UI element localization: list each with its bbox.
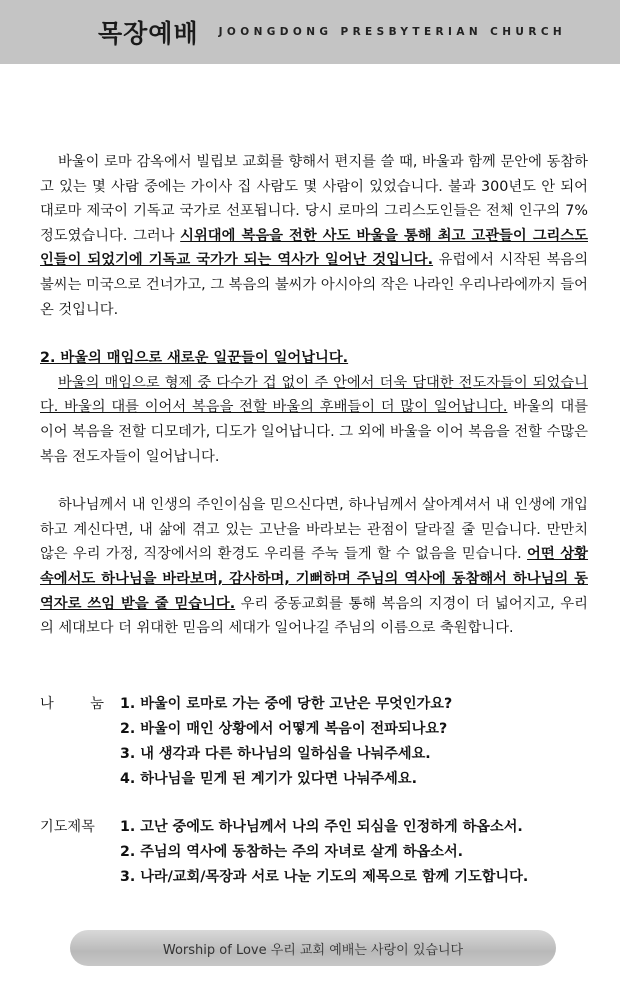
paragraph-3: [40, 493, 588, 641]
paragraph-3-text-a: 하나님께서 내 인생의 주인이심을 믿으신다면, 하나님께서 살아계셔서 내 인생에 개입하고 계신다면, 내 삶에 겪고 있는 고난을 바라보는 관점이 달라질 줄 믿습니다. 만만치 않은 우리 가정, 직장에서의 환경도 우리를 주눅 들게 할 수 없음을 믿습니다.: [40, 497, 588, 563]
footer-banner: [70, 930, 556, 966]
prayer-item-2: 2. 주님의 역사에 동참하는 주의 자녀로 살게 하옵소서.: [120, 844, 464, 860]
sharing-question-2: 2. 바울이 매인 상황에서 어떻게 복음이 전파되나요?: [120, 721, 448, 737]
paragraph-3-text-c: 우리 중동교회를 통해 복음의 지경이 더 넓어지고, 우리의 세대보다 더 위대한 믿음의 세대가 일어나길 주님의 이름으로 축원합니다.: [40, 595, 588, 637]
paragraph-1-text-c: 유럽에서 시작된 복음의 불씨는 미국으로 건너가고, 그 복음의 불씨가 아시아의 작은 나라인 우리나라에까지 들어온 것입니다.: [40, 252, 588, 318]
prayer-label: 기도제목: [40, 819, 95, 835]
paragraph-3-emphasis: 어떤 상황 속에서도 하나님을 바라보며, 감사하며, 기뻐하며 주님의 역사에 동참해서 하나님의 동역자로 쓰임 받을 줄 믿습니다.: [40, 546, 588, 612]
prayer-item-1: 1. 고난 중에도 하나님께서 나의 주인 되심을 인정하게 하옵소서.: [120, 819, 523, 835]
paragraph-2: [40, 371, 588, 469]
sharing-section: [40, 692, 452, 792]
paragraph-2-text-b: 바울의 대를 이어 복음을 전할 디모데가, 디도가 일어납니다. 그 외에 바울을 이어 복음을 전할 수많은 복음 전도자들이 일어납니다.: [40, 399, 588, 465]
paragraph-1-emphasis: 시위대에 복음을 전한 사도 바울을 통해 최고 고관들이 그리스도인들이 되었기에 기독교 국가가 되는 역사가 일어난 것입니다.: [40, 227, 588, 269]
page-header: [0, 0, 620, 64]
header-title: 목장예배: [98, 19, 199, 48]
sharing-row: [40, 692, 452, 717]
paragraph-1: [40, 150, 588, 322]
sharing-question-4: 4. 하나님을 믿게 된 계기가 있다면 나눠주세요.: [120, 771, 417, 787]
footer-text: Worship of Love 우리 교회 예배는 사랑이 있습니다: [162, 942, 464, 958]
header-subtitle: JOONGDONG PRESBYTERIAN CHURCH: [218, 26, 567, 38]
sharing-question-3: 3. 내 생각과 다른 하나님의 일하심을 나눠주세요.: [120, 746, 431, 762]
sharing-question-1: 1. 바울이 로마로 가는 중에 당한 고난은 무엇인가요?: [120, 696, 453, 712]
prayer-section: [40, 815, 528, 890]
section-heading-2: 2. 바울의 매임으로 새로운 일꾼들이 일어납니다.: [40, 350, 349, 367]
prayer-item-3: 3. 나라/교회/목장과 서로 나눈 기도의 제목으로 함께 기도합니다.: [120, 869, 529, 885]
paragraph-2-emphasis: 바울의 매임으로 형제 중 다수가 겁 없이 주 안에서 더욱 담대한 전도자들이 되었습니다. 바울의 대를 이어서 복음을 전할 바울의 후배들이 더 많이 일어납니다.: [40, 374, 588, 416]
sharing-label: 나 눔: [40, 696, 104, 712]
paragraph-1-text-a: 바울이 로마 감옥에서 빌립보 교회를 향해서 편지를 쓸 때, 바울과 함께 문안에 동참하고 있는 몇 사람 중에는 가이사 집 사람도 몇 사람이 있었습니다. 불과 300년도 안 되어 대로마 제국이 기독교 국가로 선포됩니다. 당시 로마의 그리스도인들은 전체 인구의 7%정도였습니다. 그러나: [40, 154, 588, 244]
main-content: [40, 150, 588, 641]
